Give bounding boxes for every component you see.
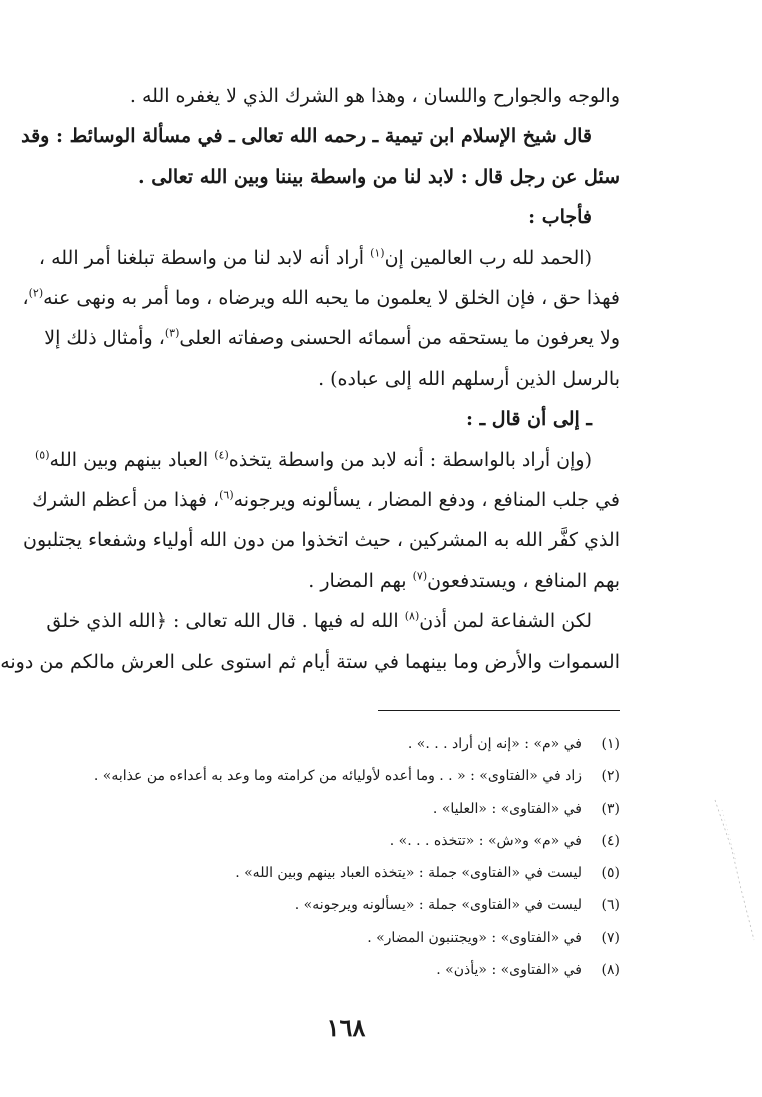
footnote-number: (٧)	[601, 929, 620, 946]
footnotes	[50, 728, 620, 986]
text-line-7: ولا يعرفون ما يستحقه من أسمائه الحسنى وصفاته العلى$^{(٣)}$، وأمثال ذلك إلا	[44, 327, 620, 350]
text-line-4: فأجاب :	[528, 206, 592, 229]
footnote-text: في «م» : «إنه إن أراد . . .» .	[407, 736, 582, 752]
footnote-item	[50, 793, 620, 825]
footnote-text: في «م» و«ش» : «تتخذه . . .» .	[389, 832, 582, 849]
text-line-3: سئل عن رجل قال : لابد لنا من واسطة بيننا وبين الله تعالى .	[138, 165, 620, 188]
text-line-2: قال شيخ الإسلام ابن تيمية ـ رحمه الله تعالى ـ في مسألة الوسائط : وقد	[21, 125, 592, 148]
text-line-1: والوجه والجوارح واللسان ، وهذا هو الشرك الذي لا يغفره الله .	[129, 85, 620, 107]
footnote-item	[50, 760, 620, 792]
footnote-item	[50, 889, 620, 921]
text-line-9: ـ إلى أن قال ـ :	[465, 408, 592, 431]
footnote-text: زاد في «الفتاوى» : « . . وما أعده لأوليائه من كرامته وما وعد به أعداءه من عذابه» .	[93, 768, 582, 785]
footnote-text: ليست في «الفتاوى» جملة : «يتخذه العباد بينهم وبين الله» .	[235, 865, 582, 882]
text-line-5: (الحمد لله رب العالمين إن$^{(١)}$ أراد أنه لابد لنا من واسطة تبلغنا أمر الله ،	[38, 246, 592, 269]
footnote-number: (٨)	[601, 962, 620, 979]
page-number: ١٦٨	[326, 1013, 366, 1042]
footnote-text: في «الفتاوى» : «يأذن» .	[436, 962, 582, 979]
footnote-number: (١)	[601, 736, 620, 752]
footnote-number: (٢)	[601, 768, 620, 785]
text-line-15: السموات والأرض وما بينهما في ستة أيام ثم استوى على العرش مالكم من دونه	[0, 650, 620, 673]
text-line-12: الذي كفَّر الله به المشركين ، حيث اتخذوا من دون الله أولياء وشفعاء يجتلبون	[23, 529, 620, 552]
footnote-item	[50, 728, 620, 760]
text-line-13: بهم المنافع ، ويستدفعون$^{(٧)}$ بهم المضار .	[308, 569, 620, 592]
text-line-14: لكن الشفاعة لمن أذن$^{(٨)}$ الله له فيها . قال الله تعالى : ﴿الله الذي خلق	[46, 609, 592, 633]
scan-margin-marks	[710, 790, 762, 950]
text-line-8: بالرسل الذين أرسلهم الله إلى عباده) .	[318, 367, 620, 390]
footnote-item	[50, 825, 620, 857]
text-line-6: فهذا حق ، فإن الخلق لا يعلمون ما يحبه الله ويرضاه ، وما أمر به ونهى عنه$^{(٢)}$،	[22, 286, 620, 310]
footnote-text: ليست في «الفتاوى» جملة : «يسألونه ويرجونه» .	[294, 897, 582, 914]
text-line-10: (وإن أراد بالواسطة : أنه لابد من واسطة يتخذه$^{(٤)}$ العباد بينهم وبين الله$^{(٥)}$	[34, 448, 592, 471]
main-text	[0, 76, 620, 682]
footnote-number: (٤)	[601, 832, 620, 849]
footnote-item	[50, 922, 620, 954]
footnote-number: (٥)	[601, 865, 620, 882]
footnote-number: (٦)	[601, 897, 620, 914]
text-line-11: في جلب المنافع ، ودفع المضار ، يسألونه ويرجونه$^{(٦)}$، فهذا من أعظم الشرك	[32, 488, 620, 512]
footnote-number: (٣)	[601, 800, 620, 817]
footnote-text: في «الفتاوى» : «العليا» .	[432, 800, 582, 817]
footnote-separator	[378, 710, 620, 711]
footnote-item	[50, 954, 620, 986]
footnote-item	[50, 857, 620, 889]
footnote-text: في «الفتاوى» : «ويجتنبون المضار» .	[367, 929, 582, 946]
